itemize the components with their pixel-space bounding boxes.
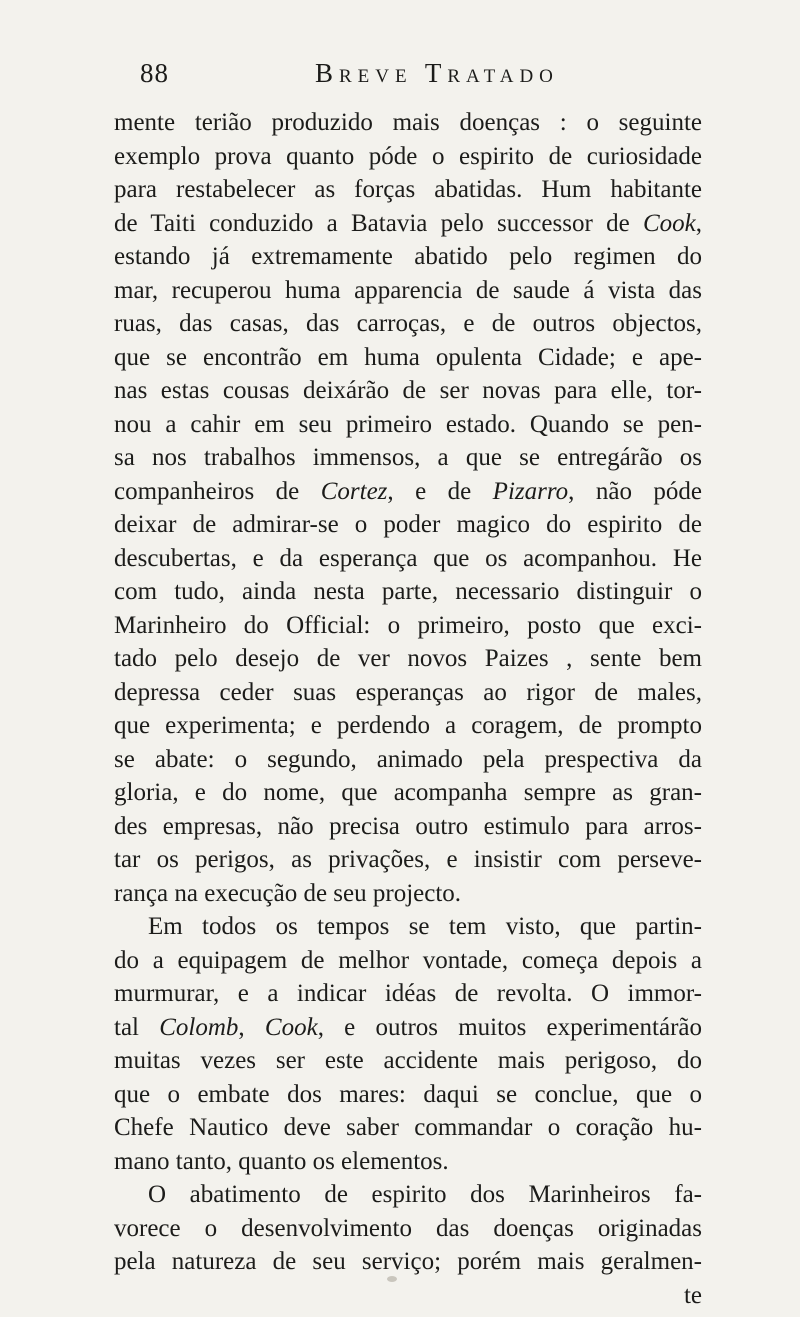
text-segment: sa nos trabalhos immensos, a que se entregárão os (114, 444, 702, 471)
text-segment: que o embate dos mares: daqui se conclue, que o (114, 1080, 702, 1108)
text-segment: se abate: o segundo, animado pela prespectiva da (114, 745, 702, 773)
text-segment: murmurar, e a indicar idéas de revolta. O immor- (114, 980, 702, 1007)
text-segment: Em todos os tempos se tem visto, que partin- (148, 913, 702, 940)
text-line (114, 106, 702, 140)
text-line (114, 1212, 702, 1246)
text-line (114, 374, 702, 408)
text-line (114, 1145, 702, 1179)
text-segment: , e outros muitos experimentárão (317, 1013, 702, 1041)
text-segment: de Taiti conduzido a Batavia pelo successor de (114, 209, 643, 237)
text-line (114, 709, 702, 743)
text-segment: tar os perigos, as privações, e insistir com perseve- (114, 846, 702, 873)
text-line (114, 542, 702, 576)
text-line (114, 475, 702, 509)
text-line (114, 441, 702, 475)
text-line (114, 676, 702, 710)
text-line (114, 843, 702, 877)
text-line (114, 240, 702, 274)
italic-name: Pizarro (492, 477, 569, 505)
text-line (114, 743, 702, 777)
text-line (114, 810, 702, 844)
text-line (114, 341, 702, 375)
italic-name: Cook (642, 209, 696, 237)
text-segment: , e de (387, 477, 493, 505)
text-segment: ruas, das casas, das carroças, e de outros objectos, (114, 310, 702, 337)
text-segment: Chefe Nautico deve saber commandar o coração hu- (114, 1114, 702, 1141)
text-line (114, 642, 702, 676)
text-segment: , (695, 209, 702, 237)
text-segment: que se encontrão em huma opulenta Cidade; e ape- (114, 343, 702, 371)
running-head (140, 58, 660, 98)
text-segment: descubertas, e da esperança que os acompanhou. He (114, 544, 702, 572)
text-line (114, 609, 702, 643)
text-segment: tado pelo desejo de ver novos Paizes , sente bem (114, 645, 702, 672)
text-segment: para restabelecer as forças abatidas. Hum habitante (114, 176, 702, 203)
text-segment: Marinheiro do Official: o primeiro, posto que exci- (114, 611, 702, 639)
ink-speck (387, 1276, 397, 1282)
text-segment: muitas vezes ser este accidente mais perigoso, do (114, 1047, 702, 1074)
text-segment: pela natureza de seu serviço; porém mais geralmen- (114, 1248, 702, 1275)
text-line (114, 1044, 702, 1078)
text-line (114, 944, 702, 978)
text-segment: vorece o desenvolvimento das doenças originadas (114, 1214, 702, 1242)
page-number: 88 (140, 58, 169, 88)
text-line (114, 408, 702, 442)
text-line (114, 274, 702, 308)
text-segment: companheiros de (114, 477, 321, 505)
text-segment: depressa ceder suas esperanças ao rigor de males, (114, 678, 702, 706)
text-line (114, 977, 702, 1011)
text-line (114, 140, 702, 174)
text-line (114, 1111, 702, 1145)
text-segment: com tudo, ainda nesta parte, necessario distinguir o (114, 578, 702, 605)
text-line (114, 877, 702, 911)
text-segment: exemplo prova quanto póde o espirito de curiosidade (114, 142, 702, 170)
text-line (114, 1078, 702, 1112)
text-segment: te (683, 1281, 702, 1309)
text-segment: rança na execução de seu projecto. (114, 879, 462, 907)
text-segment: mar, recuperou huma apparencia de saude á vista das (114, 276, 702, 304)
text-segment: , não póde (568, 477, 702, 505)
text-line (114, 1178, 702, 1212)
text-line (114, 575, 702, 609)
text-segment: do a equipagem de melhor vontade, começa depois a (114, 946, 702, 974)
text-segment: des empresas, não precisa outro estimulo para arros- (114, 812, 702, 840)
italic-name: Colomb (159, 1013, 239, 1041)
text-segment: mente terião produzido mais doenças : o seguinte (114, 109, 702, 136)
running-title: Breve Tratado (315, 58, 559, 88)
text-segment: tal (114, 1013, 160, 1041)
text-segment: deixar de admirar-se o poder magico do espirito de (114, 511, 702, 538)
text-segment: estando já extremamente abatido pelo regimen do (114, 243, 702, 270)
catchword (114, 1279, 702, 1313)
text-segment: , (238, 1013, 265, 1041)
text-line (114, 910, 702, 944)
italic-name: Cortez (320, 477, 388, 505)
text-line (114, 307, 702, 341)
text-line (114, 508, 702, 542)
italic-name: Cook (264, 1013, 318, 1041)
text-segment: nou a cahir em seu primeiro estado. Quando se pen- (114, 410, 702, 438)
text-line (114, 207, 702, 241)
text-segment: que experimenta; e perdendo a coragem, de prompto (114, 712, 702, 739)
text-segment: O abatimento de espirito dos Marinheiros fa- (148, 1181, 702, 1208)
text-line (114, 1011, 702, 1045)
text-segment: mano tanto, quanto os elementos. (114, 1147, 449, 1175)
text-line (114, 173, 702, 207)
text-line (114, 776, 702, 810)
body-text (114, 106, 702, 1312)
text-segment: nas estas cousas deixárão de ser novas para elle, tor- (114, 377, 702, 404)
text-line (114, 1245, 702, 1279)
text-segment: gloria, e do nome, que acompanha sempre as gran- (114, 779, 702, 806)
